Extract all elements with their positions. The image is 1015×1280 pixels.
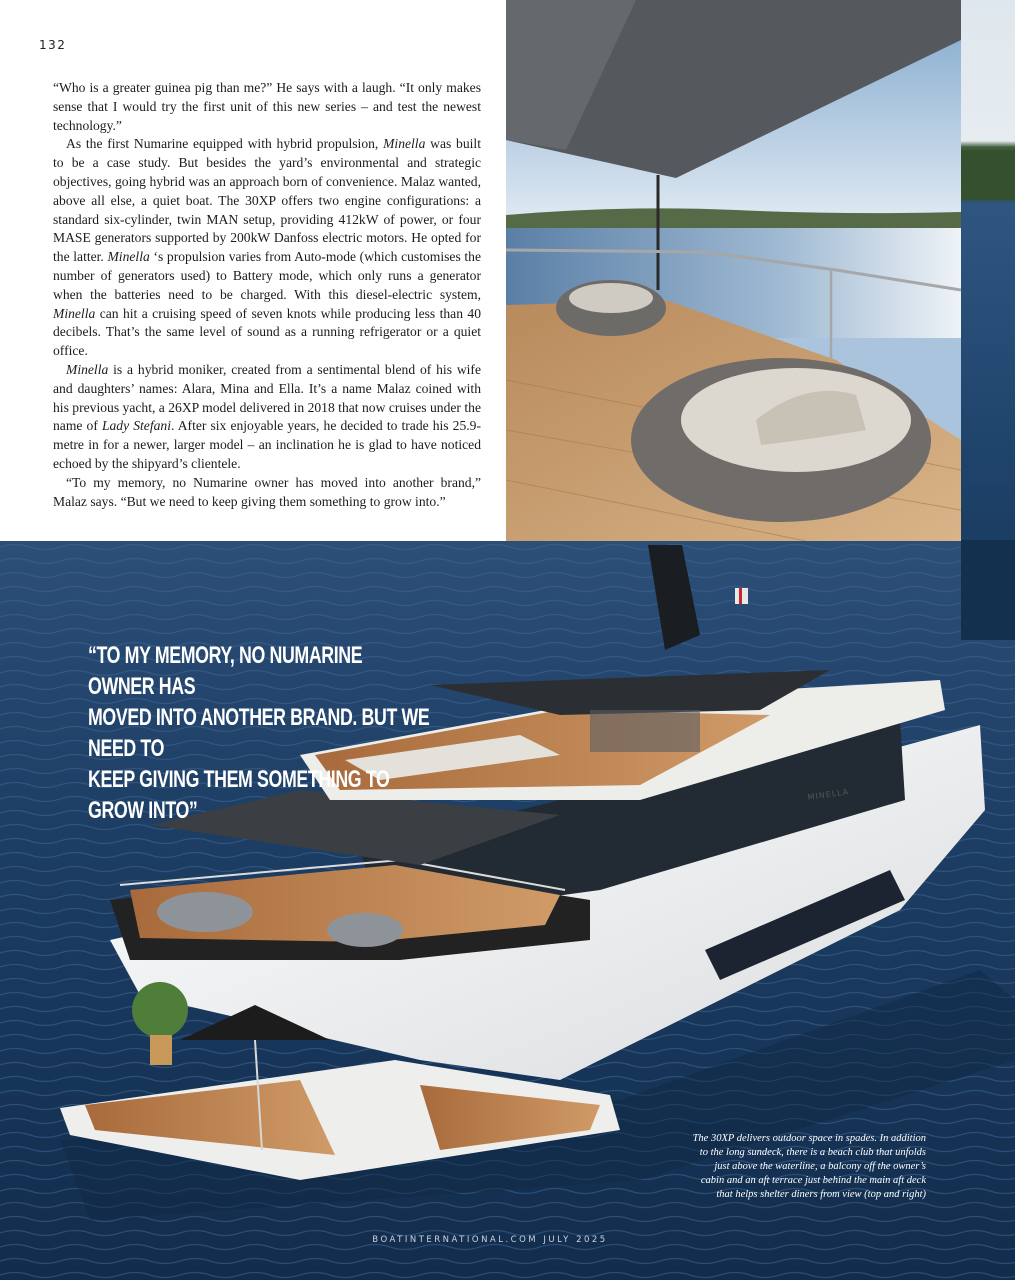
photo-caption: The 30XP delivers outdoor space in spades. In addition to the long sundeck, there is a beach club that unfolds just above the waterline, a balcony off the owner’s cabin and an aft terrace just behind the main aft deck that helps shelter diners from view (top and right) xyxy=(692,1133,926,1200)
p3-yacht-name: Minella xyxy=(66,361,109,377)
tree-planter xyxy=(150,1035,172,1065)
p2-yacht-name: Minella xyxy=(383,136,426,152)
daybed-far-cushion xyxy=(569,283,653,313)
paragraph-3 xyxy=(53,361,481,474)
p3-text-b: is a hybrid moniker, created from a sentimental blend of his wife and daughters’ names: Alara, Mina and Ella. It’s a name Malaz coined with his previous yacht, a 26XP model delivered in 2018 that now cruises under the name of xyxy=(53,361,481,434)
p3-previous-yacht-name: Lady Stefani xyxy=(101,418,171,434)
page-footer: BOATINTERNATIONAL.COM JULY 2025 xyxy=(372,1235,608,1245)
paragraph-4: “To my memory, no Numarine owner has moved into another brand,” Malaz says. “But we need to keep giving them something to grow into.” xyxy=(53,474,481,509)
p2-text-e: ‘s propulsion varies from Auto-mode (which customises the number of generators used) to Battery mode, which only runs a generator when the batteries need to be charged. With this diesel-electric system, xyxy=(53,249,481,302)
potted-tree xyxy=(132,982,188,1038)
pull-quote-line-1: “TO MY MEMORY, NO NUMARINE OWNER HAS xyxy=(88,642,363,700)
pull-quote xyxy=(88,640,433,826)
page-number: 132 xyxy=(39,38,67,52)
paragraph-2 xyxy=(53,135,481,361)
coast-trees xyxy=(961,150,1015,200)
p3-text-d: . After six enjoyable years, he decided to trade his 25.9-metre in for a newer, larger model – an inclination he is glad to have noticed echoed by the shipyard’s clientele. xyxy=(53,418,482,471)
sundeck-illustration xyxy=(506,0,961,541)
hull-name-lettering: MINELLA xyxy=(807,787,850,802)
article-text-panel xyxy=(0,0,506,541)
pull-quote-line-3: KEEP GIVING THEM SOMETHING TO GROW INTO” xyxy=(88,766,390,824)
sundeck-photo xyxy=(506,0,961,541)
paragraph-1: “Who is a greater guinea pig than me?” He says with a laugh. “It only makes sense that I would try the first unit of this new series – and test the newest technology.” xyxy=(53,80,481,133)
p2-text-a: As the first Numarine equipped with hybrid propulsion, xyxy=(66,136,384,152)
coast-water-dark xyxy=(961,540,1015,640)
daybed-left xyxy=(157,892,253,932)
article-body xyxy=(53,79,481,511)
daybed-right xyxy=(327,913,403,947)
dining-table xyxy=(590,710,700,752)
p2-text-g: can hit a cruising speed of seven knots while producing less than 40 decibels. That’s the same level of sound as a running refrigerator or a quiet office. xyxy=(53,305,481,359)
flag-stripe xyxy=(739,588,742,604)
p2-yacht-name-3: Minella xyxy=(53,305,96,321)
coastline-photo-sliver xyxy=(961,0,1015,640)
p2-yacht-name-2: Minella xyxy=(107,249,150,265)
coastline-illustration xyxy=(961,0,1015,640)
p2-text-c: was built to be a case study. But besides the yard’s environmental and strategic objectives, going hybrid was an approach born of convenience. Malaz wanted, above all else, a quiet boat. The 30XP offers two engine configurations: a standard six-cylinder, twin MAN setup, providing 412kW of power, or four MASE generators supported by 200kW Danfoss electric motors. He opted for the latter. xyxy=(53,136,481,265)
pull-quote-line-2: MOVED INTO ANOTHER BRAND. BUT WE NEED TO xyxy=(88,704,430,762)
